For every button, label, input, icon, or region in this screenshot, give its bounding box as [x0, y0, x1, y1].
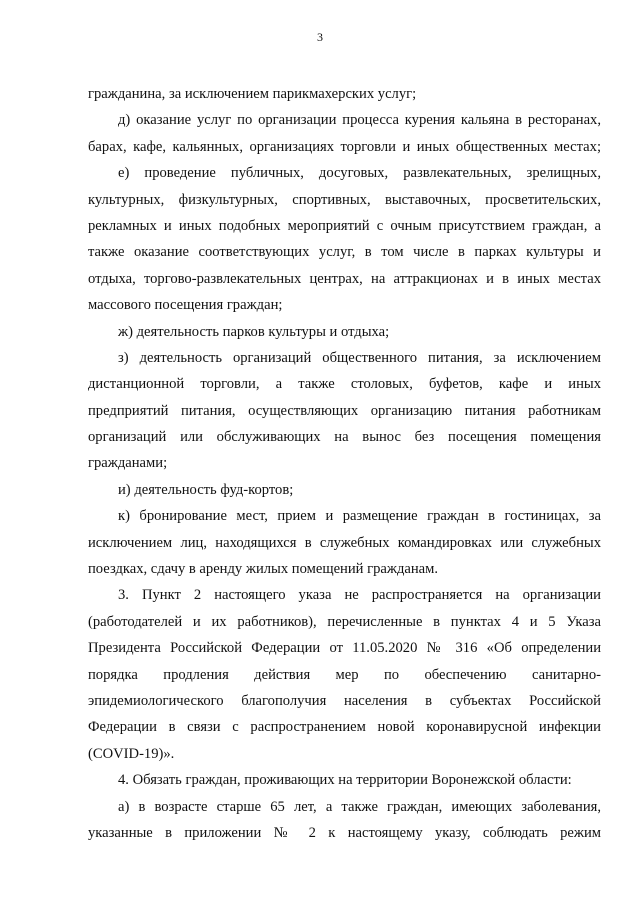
text-line: 4. Обязать граждан, проживающих на территории Воронежской области:	[118, 772, 572, 789]
text-line: рекламных и иных подобных мероприятий с очным присутствием граждан, а	[88, 217, 601, 234]
text-line: отдыха, торгово-развлекательных центрах, на аттракционах и в иных местах	[88, 270, 601, 287]
text-line: к) бронирование мест, прием и размещение граждан в гостиницах, за	[118, 508, 601, 525]
text-line: культурных, физкультурных, спортивных, выставочных, просветительских,	[88, 191, 601, 208]
text-line: Федерации в связи с распространением новой коронавирусной инфекции	[88, 719, 601, 736]
text-line: (работодателей и их работников), перечисленные в пунктах 4 и 5 Указа	[88, 613, 601, 630]
text-line: эпидемиологического благополучия населения в субъектах Российской	[88, 692, 601, 709]
text-line: барах, кафе, кальянных, организациях торговли и иных общественных местах;	[88, 138, 601, 155]
text-line: гражданами;	[88, 455, 168, 472]
text-line: поездках, сдачу в аренду жилых помещений гражданам.	[88, 561, 439, 578]
text-line: также оказание соответствующих услуг, в том числе в парках культуры и	[88, 244, 601, 261]
text-line: исключением лиц, находящихся в служебных командировках или служебных	[88, 534, 601, 551]
text-line: гражданина, за исключением парикмахерских услуг;	[88, 86, 417, 102]
text-line: е) проведение публичных, досуговых, развлекательных, зрелищных,	[118, 165, 601, 182]
text-line: организаций или обслуживающих на вынос без посещения помещения	[88, 429, 601, 446]
text-line: массового посещения граждан;	[88, 297, 283, 314]
text-line: предприятий питания, осуществляющих организацию питания работникам	[88, 402, 601, 419]
text-line: а) в возрасте старше 65 лет, а также граждан, имеющих заболевания,	[118, 798, 601, 815]
document-body	[88, 81, 601, 846]
page-number: 3	[317, 30, 323, 44]
text-line: и) деятельность фуд-кортов;	[118, 481, 294, 498]
text-line: ж) деятельность парков культуры и отдыха;	[118, 323, 390, 340]
text-line: д) оказание услуг по организации процесса курения кальяна в ресторанах,	[118, 112, 601, 129]
text-line: порядка продления действия мер по обеспечению санитарно-	[88, 666, 601, 683]
text-line: з) деятельность организаций общественного питания, за исключением	[118, 349, 601, 366]
text-line: (COVID-19)».	[88, 745, 175, 762]
text-line: указанные в приложении № 2 к настоящему указу, соблюдать режим	[88, 824, 601, 841]
text-line: Президента Российской Федерации от 11.05.2020 № 316 «Об определении	[88, 640, 601, 657]
text-line: 3. Пункт 2 настоящего указа не распространяется на организации	[118, 587, 601, 604]
text-line: дистанционной торговли, а также столовых, буфетов, кафе и иных	[88, 376, 601, 393]
